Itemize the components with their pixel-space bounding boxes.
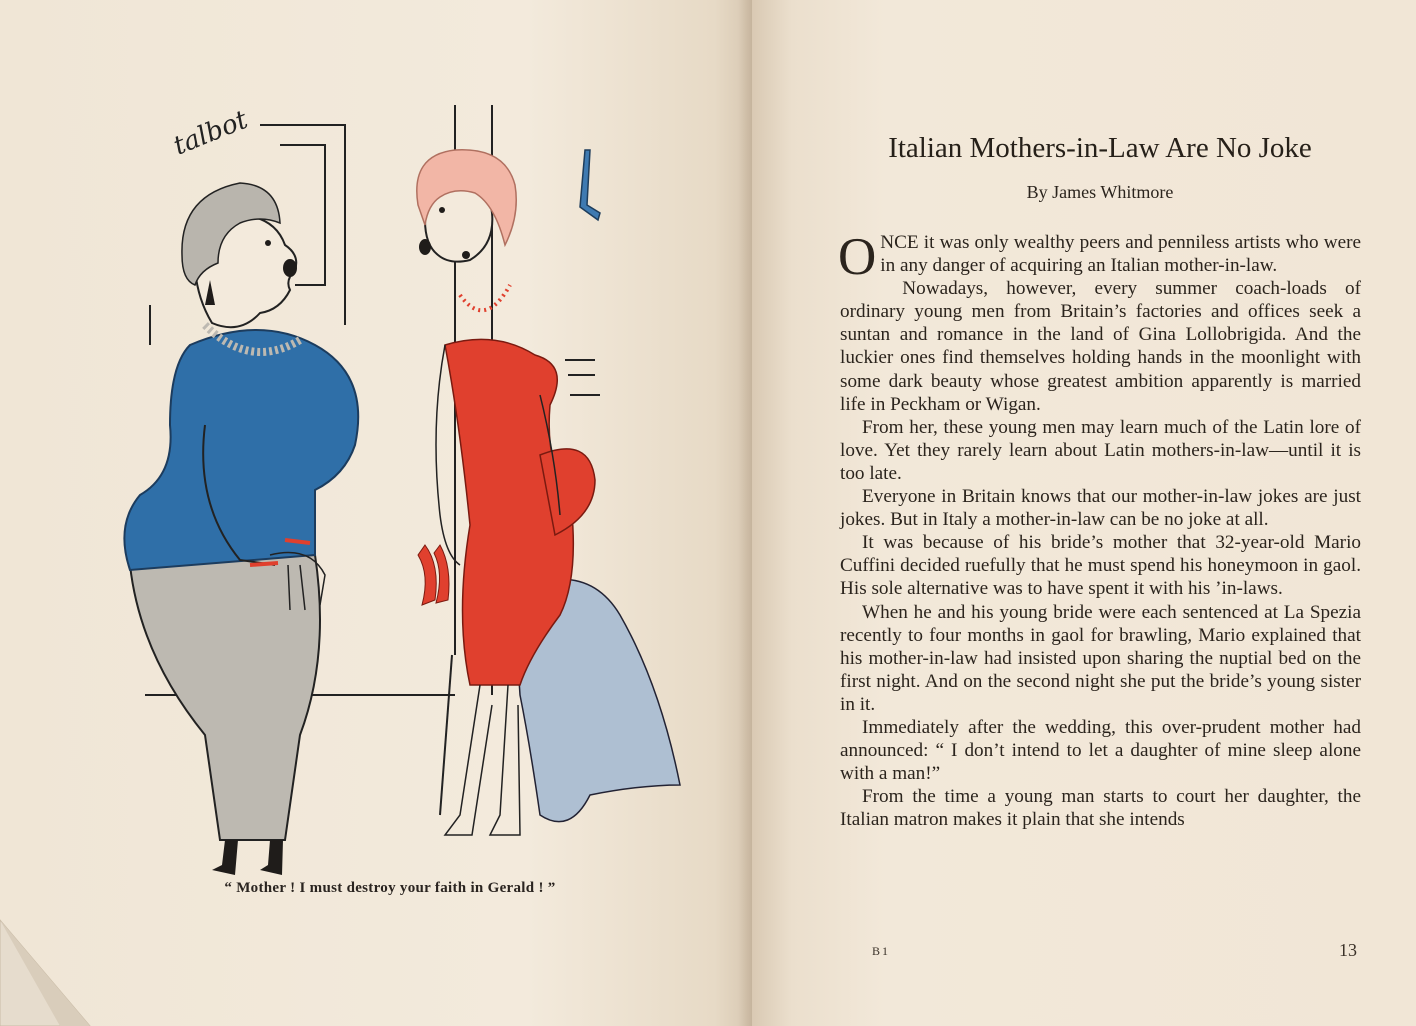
article-paragraph: Nowadays, however, every summer coach-loads of ordinary young men from Britain’s factories and offices seek a suntan and romance in the land of Gina Lollobrigida. And the luckier ones find themselves holding hands in the moonlight with some dark beauty whose greatest ambition apparently is married life in Peckham or Wigan. [840, 278, 1361, 415]
article-paragraph: ONCE it was only wealthy peers and penniless artists who were in any danger of acquiring an Italian mother-in-law. [838, 228, 1361, 286]
folio-signature: B1 [872, 944, 891, 958]
daughter-figure [417, 150, 680, 835]
article-byline: By James Whitmore [1026, 182, 1174, 202]
artist-signature: talbot [169, 104, 253, 162]
article-paragraph: Immediately after the wedding, this over-prudent mother had announced: “ I don’t intend to let a daughter of mine sleep alone with a man!” [840, 716, 1361, 785]
article-paragraph: From her, these young men may learn much of the Latin lore of love. Yet they rarely learn about Latin mothers-in-law—until it is too late. [840, 416, 1361, 484]
article-paragraph: Everyone in Britain knows that our mother-in-law jokes are just jokes. But in Italy a mother-in-law can be no joke at all. [840, 486, 1361, 531]
page-number: 13 [1339, 940, 1357, 960]
article-title: Italian Mothers-in-Law Are No Joke [888, 132, 1312, 164]
red-shoes [418, 545, 436, 605]
wall-hook [580, 150, 600, 220]
article-paragraph: It was because of his bride’s mother that 32-year-old Mario Cuffini decided ruefully that he must spend his honeymoon in gaol. His sole alternative was to have spent it with his ’in-laws. [840, 532, 1361, 600]
mother-figure [124, 183, 358, 875]
article-paragraph: From the time a young man starts to court her daughter, the Italian matron makes it plain that she intends [840, 786, 1361, 831]
folded-corner [0, 880, 140, 1026]
drop-cap: O [838, 228, 877, 286]
article-body [838, 228, 1361, 831]
article-paragraph: When he and his young bride were each sentenced at La Spezia recently to four months in gaol for brawling, Mario explained that his mother-in-law had insisted upon sharing the nuptial bed on the first night. And on the second night she put the bride’s young sister in it. [840, 601, 1361, 715]
cartoon-caption: “ Mother ! I must destroy your faith in Gerald ! ” [224, 880, 556, 896]
cartoon-illustration [100, 95, 700, 885]
